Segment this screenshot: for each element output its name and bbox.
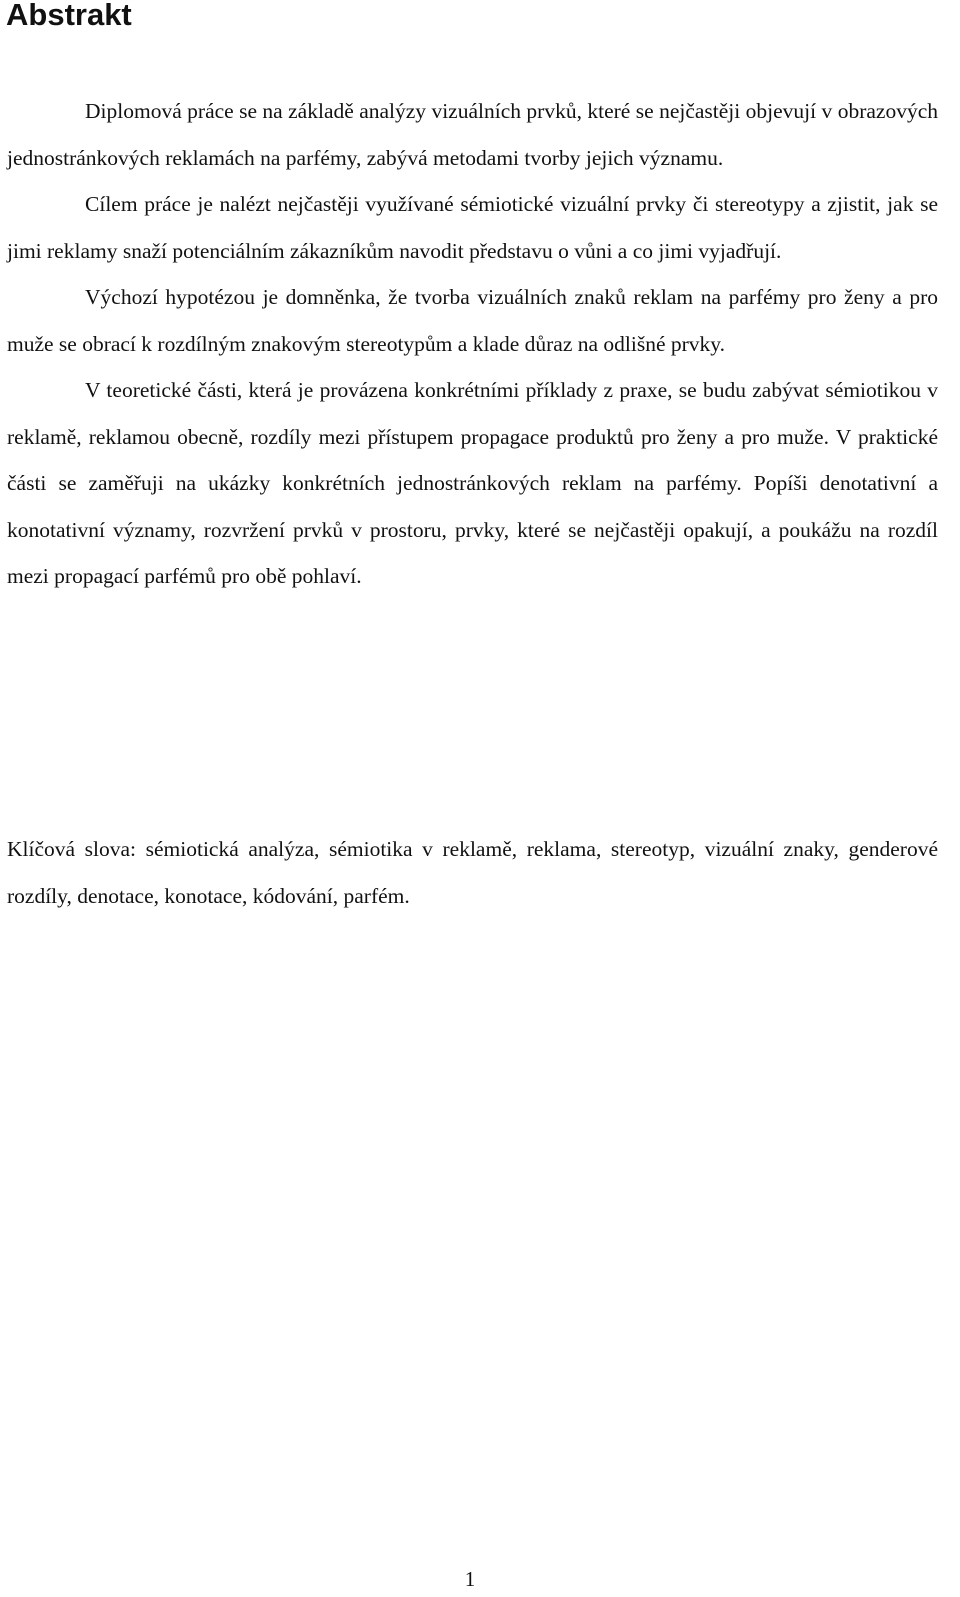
page-title: Abstrakt [6, 0, 132, 32]
abstract-paragraph-2: Cílem práce je nalézt nejčastěji využívané sémiotické vizuální prvky či stereotypy a zjistit, jak se jimi reklamy snaží potenciálním zákazníkům navodit představu o vůni a co jimi vyjadřují. [7, 192, 938, 263]
keywords-paragraph: Klíčová slova: sémiotická analýza, sémiotika v reklamě, reklama, stereotyp, vizuální znaky, genderové rozdíly, denotace, konotace, kódování, parfém. [7, 837, 938, 908]
abstract-paragraph-4: V teoretické části, která je provázena konkrétními příklady z praxe, se budu zabývat sémiotikou v reklamě, reklamou obecně, rozdíly mezi přístupem propagace produktů pro ženy a pro muže. V praktické části se zaměřuji na ukázky konkrétních jednostránkových reklam na parfémy. Popíši denotativní a konotativní významy, rozvržení prvků v prostoru, prvky, které se nejčastěji opakují, a poukážu na rozdíl mezi propagací parfémů pro obě pohlaví. [7, 378, 938, 588]
abstract-paragraph-3: Výchozí hypotézou je domněnka, že tvorba vizuálních znaků reklam na parfémy pro ženy a pro muže se obrací k rozdílným znakovým stereotypům a klade důraz na odlišné prvky. [7, 285, 938, 356]
abstract-paragraph-1: Diplomová práce se na základě analýzy vizuálních prvků, které se nejčastěji objevují v obrazových jednostránkových reklamách na parfémy, zabývá metodami tvorby jejich významu. [7, 99, 938, 170]
abstract-body [7, 88, 938, 600]
page-number: 1 [464, 1567, 476, 1591]
